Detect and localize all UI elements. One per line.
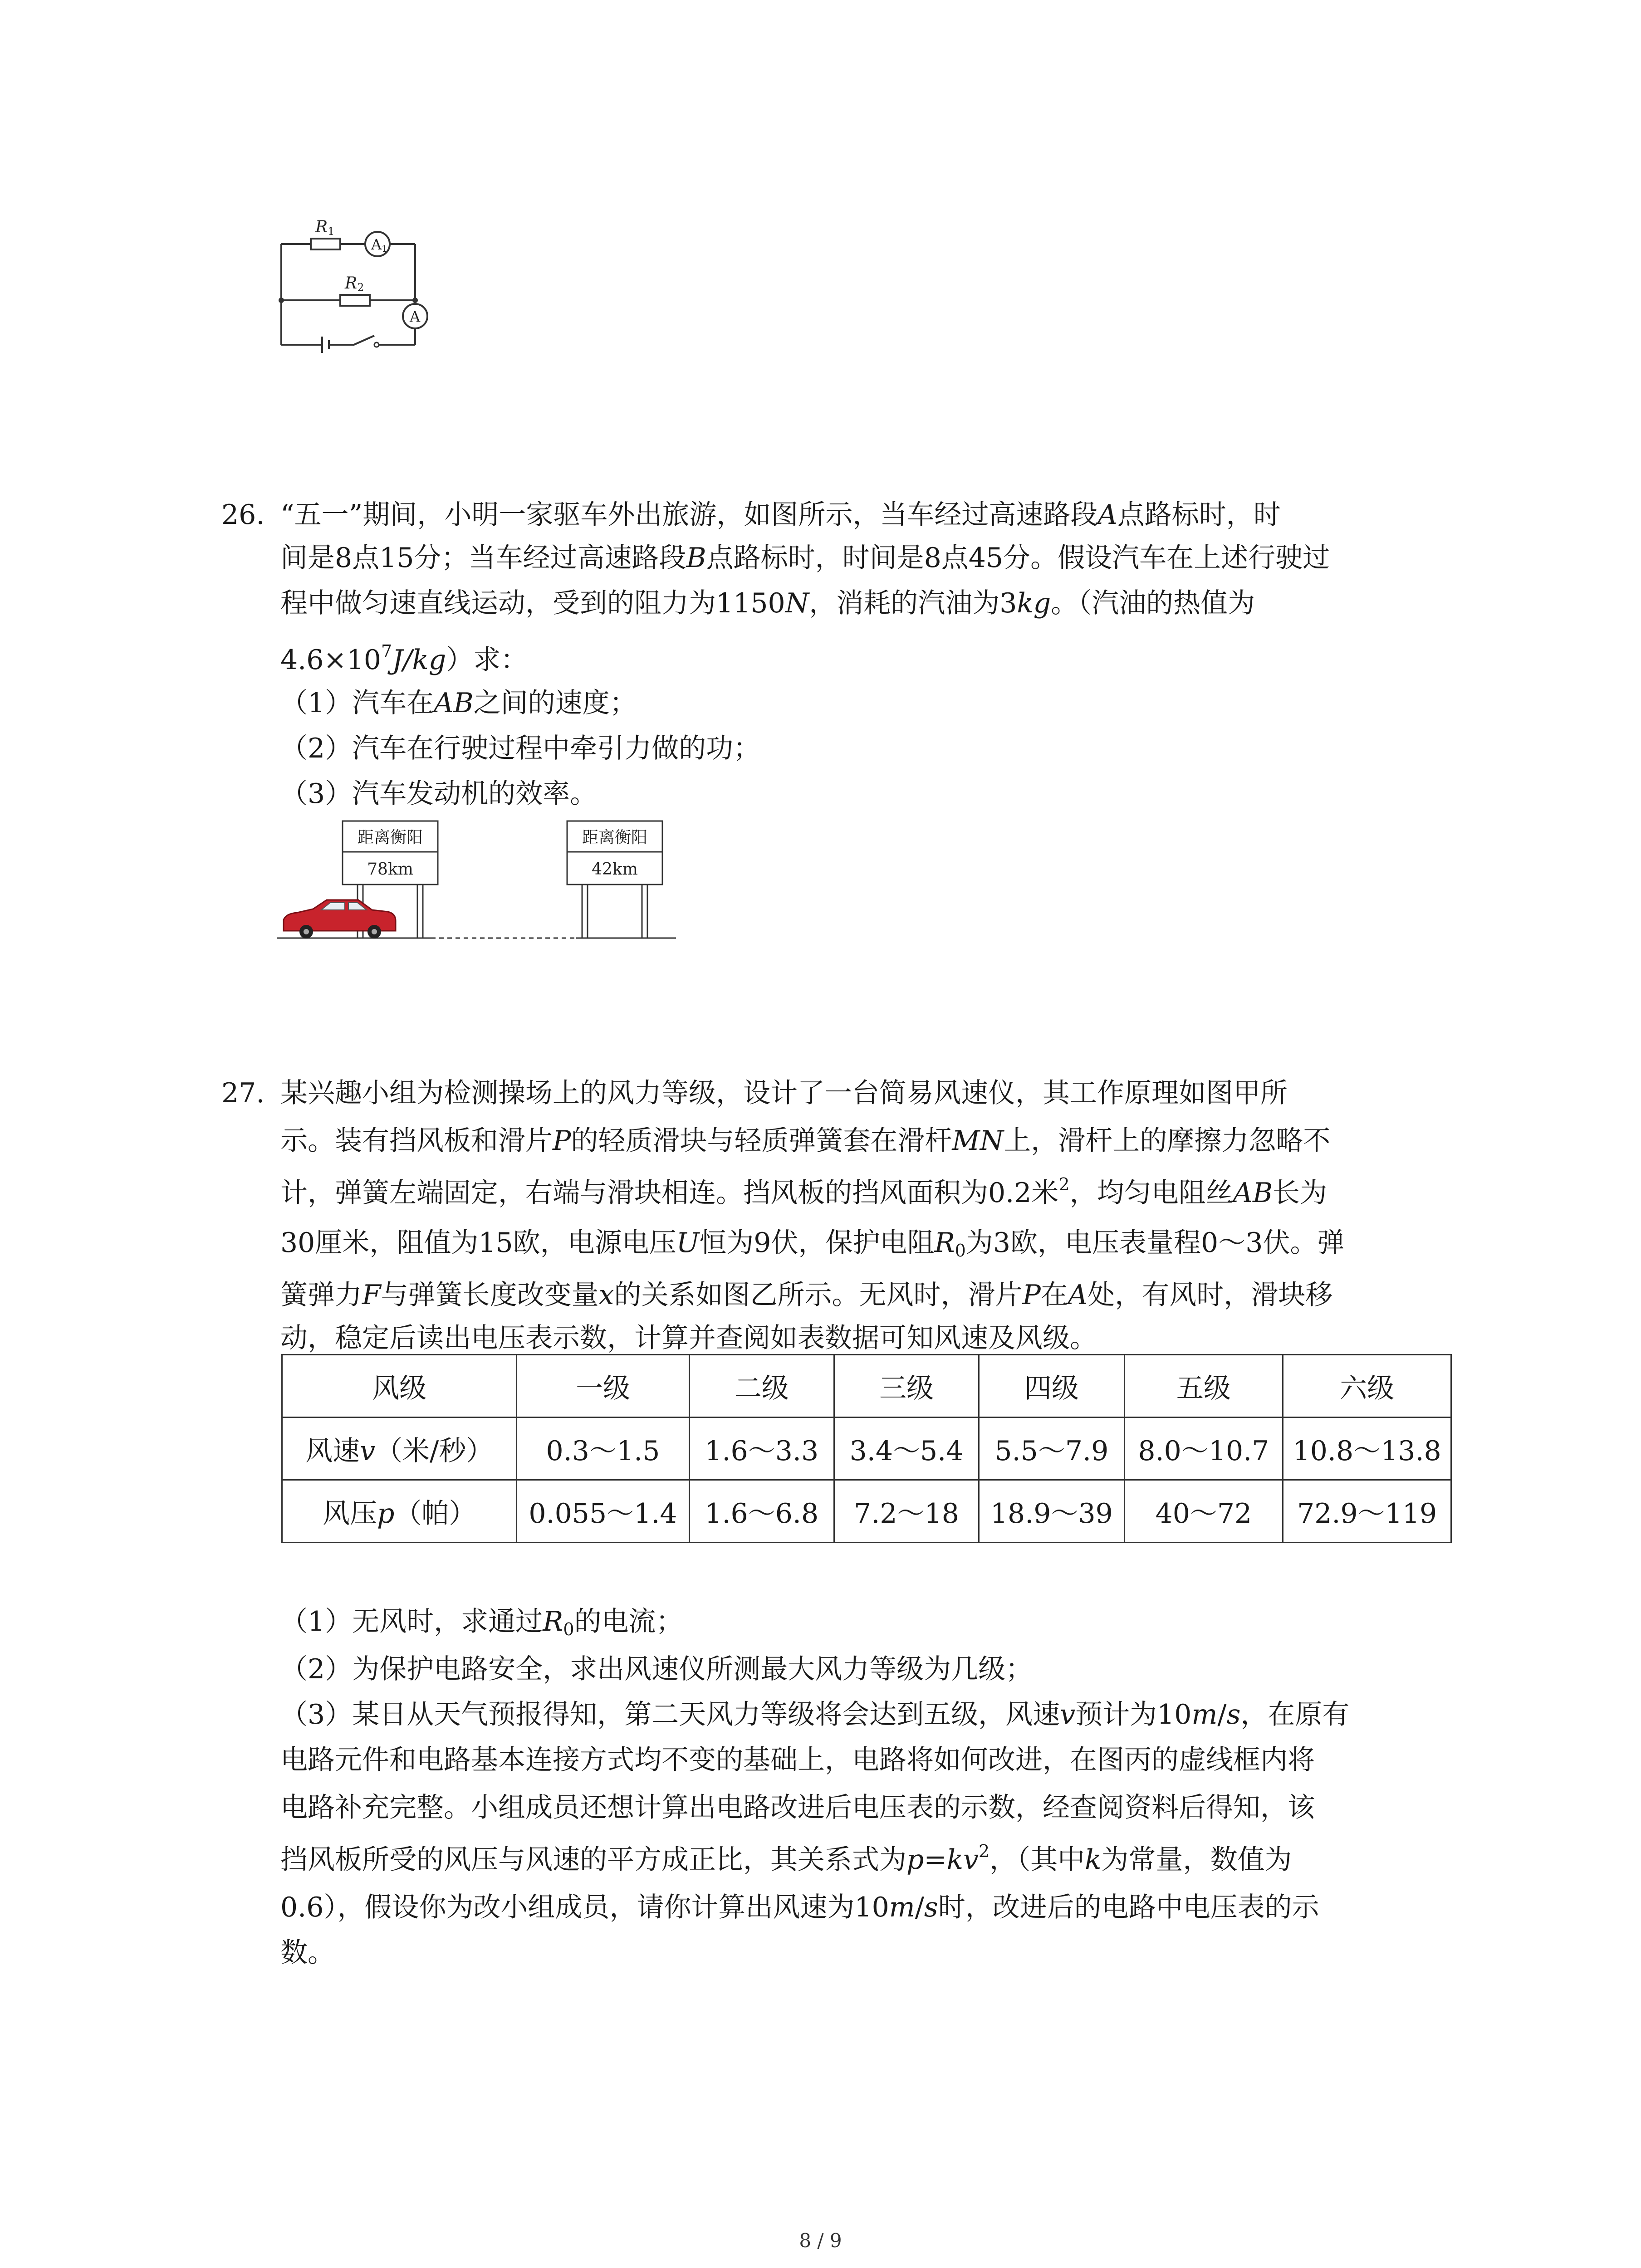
q26-sub-3: （3）汽车发动机的效率。: [280, 778, 598, 810]
table-cell: 风级: [282, 1355, 517, 1418]
table-cell: 四级: [979, 1355, 1124, 1418]
table-cell: 10.8～13.8: [1283, 1418, 1451, 1480]
q27-number: 27.: [221, 1077, 265, 1109]
page-number: 8 / 9: [799, 2229, 842, 2252]
table-cell: 1.6～6.8: [689, 1480, 834, 1543]
table-cell: 六级: [1283, 1355, 1451, 1418]
table-cell: 3.4～5.4: [834, 1418, 979, 1480]
q27-sub-2: （2）为保护电路安全，求出风速仪所测最大风力等级为几级；: [280, 1653, 1033, 1685]
ammeter-a1-label: A1: [371, 236, 387, 254]
table-cell: 五级: [1124, 1355, 1283, 1418]
q27-line-10: 挡风板所受的风压与风速的平方成正比，其关系式为$p=kv^2$，（其中k为常量，数值为: [280, 1841, 1292, 1876]
q26-line-3: 程中做匀速直线运动，受到的阻力为1150N，消耗的汽油为3kg。（汽油的热值为: [280, 587, 1255, 619]
table-cell: 风速v（米/秒）: [282, 1418, 517, 1480]
table-cell: 一级: [517, 1355, 689, 1418]
table-row-header: [282, 1355, 1451, 1418]
q26-sub-2: （2）汽车在行驶过程中牵引力做的功；: [280, 733, 761, 764]
table-cell: 8.0～10.7: [1124, 1418, 1283, 1480]
q27-line-6: 动，稳定后读出电压表示数，计算并查阅如表数据可知风速及风级。: [280, 1322, 1097, 1354]
q27-sub-3: （3）某日从天气预报得知，第二天风力等级将会达到五级，风速v预计为10m/s，在原有: [280, 1699, 1350, 1730]
table-cell: 1.6～3.3: [689, 1418, 834, 1480]
sign-2-distance: 42km: [592, 860, 638, 879]
q26-line-4: $4.6\times 10^7J/kg$）求：: [280, 641, 528, 676]
ammeter-a-label: A: [410, 308, 421, 325]
table-cell: 72.9～119: [1283, 1480, 1451, 1543]
q27-line-8: 电路元件和电路基本连接方式均不变的基础上，电路将如何改进，在图丙的虚线框内将: [280, 1744, 1315, 1776]
table-cell: 0.3～1.5: [517, 1418, 689, 1480]
sign-1-distance: 78km: [367, 860, 413, 879]
table-cell: 三级: [834, 1355, 979, 1418]
r2-label: R2: [345, 274, 364, 294]
table-cell: 7.2～18: [834, 1480, 979, 1543]
table-cell: 0.055～1.4: [517, 1480, 689, 1543]
q27-line-12: 数。: [280, 1937, 335, 1969]
q27-line-4: 30厘米，阻值为15欧，电源电压U恒为9伏，保护电阻$R_0$为3欧，电压表量程0～3伏。弹: [280, 1227, 1345, 1261]
wind-level-table: [281, 1354, 1452, 1543]
table-cell: 18.9～39: [979, 1480, 1124, 1543]
table-cell: 二级: [689, 1355, 834, 1418]
q27-sub-1: （1）无风时，求通过$R_0$的电流；: [280, 1606, 683, 1639]
q27-line-1: 某兴趣小组为检测操场上的风力等级，设计了一台简易风速仪，其工作原理如图甲所: [280, 1077, 1288, 1109]
sign-1-title: 距离衡阳: [357, 828, 423, 847]
road-sign-figure: [277, 816, 685, 948]
table-row-pressure: [282, 1480, 1451, 1543]
q26-sub-1: （1）汽车在AB之间的速度；: [280, 687, 637, 719]
table-cell: 40～72: [1124, 1480, 1283, 1543]
table-cell: 风压p（帕）: [282, 1480, 517, 1543]
car-illustration: [284, 900, 396, 938]
q26-line-2: 间是8点15分；当车经过高速路段B点路标时，时间是8点45分。假设汽车在上述行驶过: [280, 542, 1330, 574]
circuit-diagram: [272, 213, 463, 363]
table-cell: 5.5～7.9: [979, 1418, 1124, 1480]
q26-line-1: “五一”期间，小明一家驱车外出旅游，如图所示，当车经过高速路段A点路标时，时: [280, 499, 1281, 531]
q26-number: 26.: [221, 499, 265, 531]
sign-2-title: 距离衡阳: [582, 828, 648, 847]
q27-line-9: 电路补充完整。小组成员还想计算出电路改进后电压表的示数，经查阅资料后得知，该: [280, 1792, 1315, 1823]
q27-line-11: 0.6），假设你为改小组成员，请你计算出风速为10m/s时，改进后的电路中电压表的示: [280, 1892, 1319, 1923]
q27-line-3: 计，弹簧左端固定，右端与滑块相连。挡风板的挡风面积为0.2米$^2$，均匀电阻丝AB长为: [280, 1174, 1327, 1209]
q27-line-5: 簧弹力F与弹簧长度改变量x的关系如图乙所示。无风时，滑片P在A处，有风时，滑块移: [280, 1279, 1333, 1311]
q27-line-2: 示。装有挡风板和滑片P的轻质滑块与轻质弹簧套在滑杆MN上，滑杆上的摩擦力忽略不: [280, 1125, 1331, 1157]
r1-label: R1: [315, 218, 335, 238]
table-row-speed: [282, 1418, 1451, 1480]
